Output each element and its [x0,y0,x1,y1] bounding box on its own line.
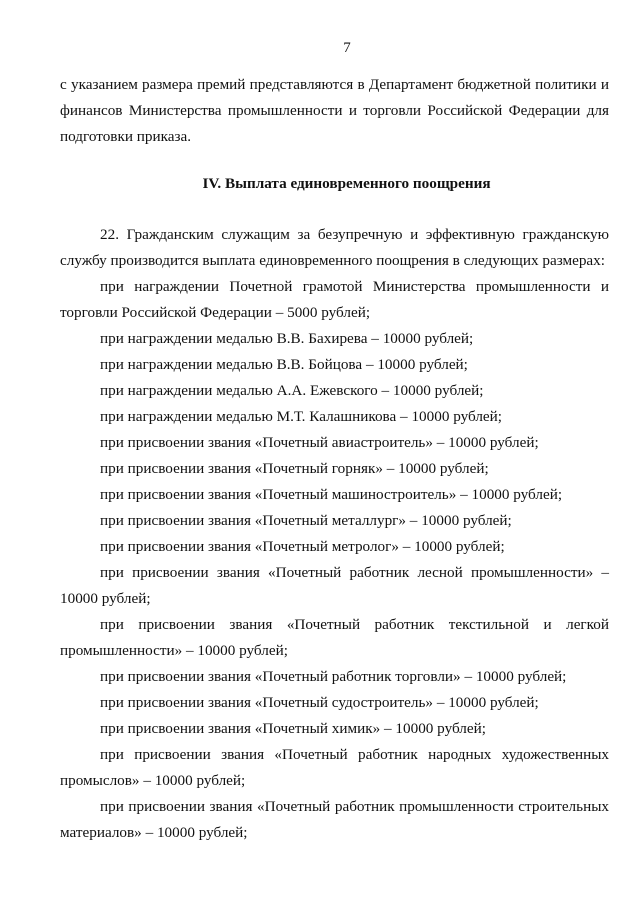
page-number: 7 [343,40,351,56]
list-item: при награждении медалью В.В. Бахирева – 10000 рублей; [100,330,474,347]
list-item: при награждении медалью А.А. Ежевского – 10000 рублей; [100,382,484,399]
document-body [60,72,609,846]
intro-paragraph: с указанием размера премий представляются в Департамент бюджетной политики и финансов Министерства промышленности и торговли Российской Федерации для подготовки приказа. [60,76,609,145]
list-item: при присвоении звания «Почетный судостроитель» – 10000 рублей; [100,694,539,711]
list-item: при присвоении звания «Почетный горняк» – 10000 рублей; [100,460,489,477]
list-item: при присвоении звания «Почетный работник текстильной и легкой промышленности» – 10000 рублей; [60,616,609,659]
list-item: при присвоении звания «Почетный машиностроитель» – 10000 рублей; [100,486,563,503]
list-item: при присвоении звания «Почетный химик» – 10000 рублей; [100,720,486,737]
list-item: при награждении медалью М.Т. Калашникова – 10000 рублей; [100,408,503,425]
list-item: при присвоении звания «Почетный работник народных художественных промыслов» – 10000 рублей; [60,746,609,789]
clause-paragraph: 22. Гражданским служащим за безупречную и эффективную гражданскую службу производится выплата единовременного поощрения в следующих размерах: [60,226,609,269]
list-item: при присвоении звания «Почетный авиастроитель» – 10000 рублей; [100,434,539,451]
list-item: при присвоении звания «Почетный металлург» – 10000 рублей; [100,512,512,529]
award-list [60,274,609,846]
list-item: при присвоении звания «Почетный метролог» – 10000 рублей; [100,538,505,555]
list-item: при награждении Почетной грамотой Министерства промышленности и торговли Российской Федерации – 5000 рублей; [60,278,609,321]
list-item: при присвоении звания «Почетный работник промышленности строительных материалов» – 10000 рублей; [60,798,609,841]
list-item: при присвоении звания «Почетный работник торговли» – 10000 рублей; [100,668,567,685]
list-item: при награждении медалью В.В. Бойцова – 10000 рублей; [100,356,468,373]
list-item: при присвоении звания «Почетный работник лесной промышленности» – 10000 рублей; [60,564,609,607]
section-title: IV. Выплата единовременного поощрения [202,175,491,192]
